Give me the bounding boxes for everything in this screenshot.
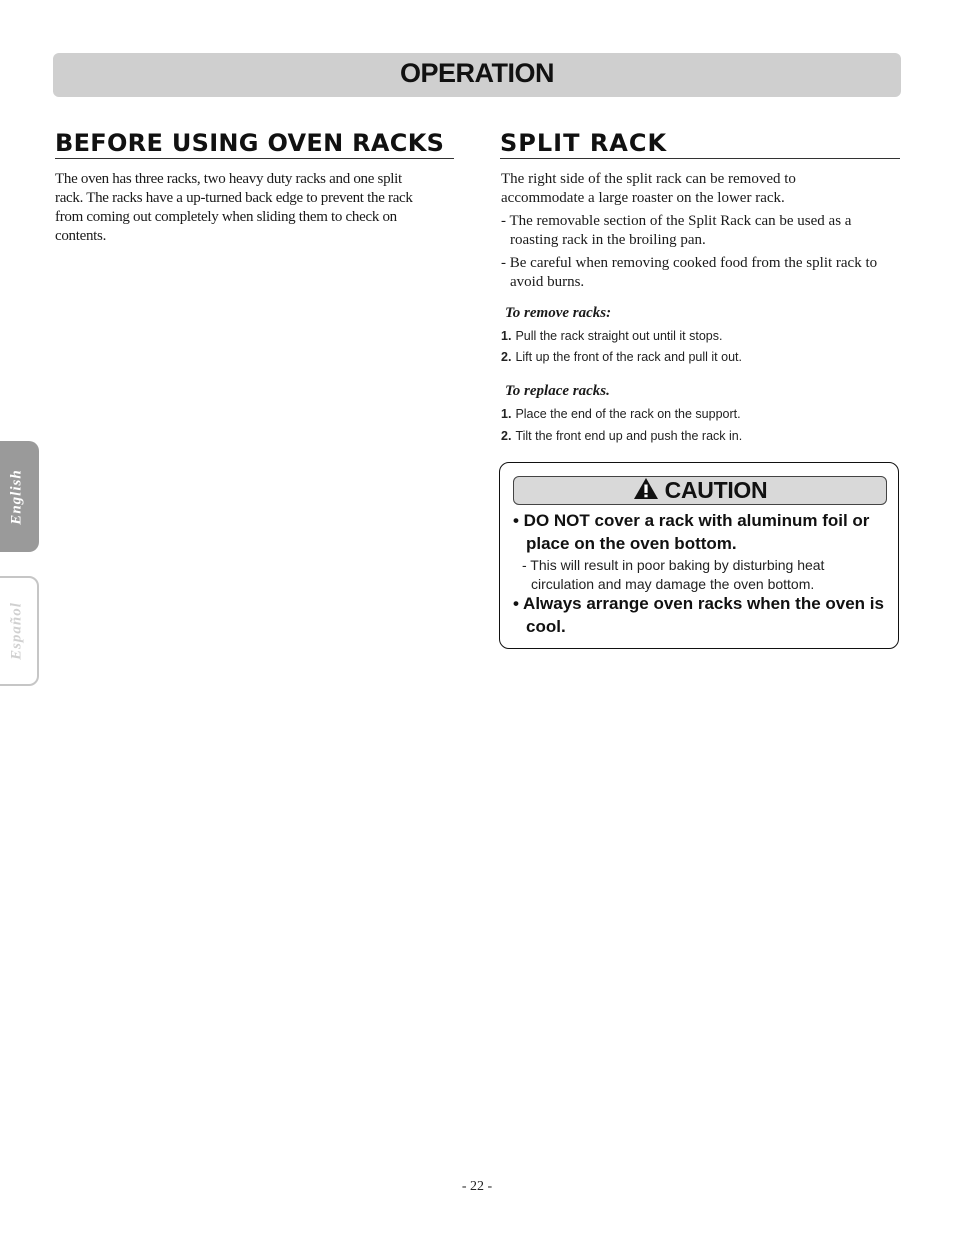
split-rack-intro-line-1: The right side of the split rack can be removed to	[501, 171, 796, 187]
caution-bullet-aluminum-foil: • DO NOT cover a rack with aluminum foil or place on the oven bottom.	[513, 511, 870, 553]
tab-english[interactable]	[0, 441, 39, 552]
page-number: - 22 -	[461, 1179, 493, 1194]
left-body-line-3: from coming out completely when sliding them to check on	[55, 209, 397, 225]
caution-box	[499, 462, 899, 649]
replace-step-1	[501, 407, 741, 421]
replace-step-2	[501, 429, 742, 443]
step-number: 1.	[501, 329, 512, 343]
split-rack-note-burns: - Be careful when removing cooked food from the split rack to avoid burns.	[501, 255, 878, 290]
header-bar	[53, 53, 901, 97]
left-heading-rule	[55, 158, 454, 159]
step-text: Pull the rack straight out until it stops.	[515, 329, 723, 343]
before-using-oven-racks-heading: BEFORE USING OVEN RACKS	[55, 129, 445, 157]
remove-step-2	[501, 350, 742, 364]
step-number: 1.	[501, 407, 512, 421]
caution-banner	[513, 476, 887, 505]
tab-english-label: English	[8, 468, 24, 525]
step-text: Place the end of the rack on the support.	[515, 407, 741, 421]
page-title: OPERATION	[399, 58, 554, 88]
caution-note-poor-baking: - This will result in poor baking by disturbing heat circulation and may damage the oven bottom.	[522, 557, 825, 592]
step-number: 2.	[501, 429, 512, 443]
warning-triangle-icon	[633, 477, 659, 505]
step-text: Lift up the front of the rack and pull it out.	[515, 350, 742, 364]
left-body-line-1: The oven has three racks, two heavy duty racks and one split	[55, 171, 402, 187]
to-remove-racks-heading: To remove racks:	[505, 305, 612, 321]
split-rack-heading: SPLIT RACK	[500, 129, 668, 157]
split-rack-note-roasting: - The removable section of the Split Rack can be used as a roasting rack in the broiling pan.	[501, 213, 852, 248]
step-number: 2.	[501, 350, 512, 364]
tab-espanol-label: Español	[8, 602, 24, 660]
remove-step-1	[501, 329, 722, 343]
split-rack-intro-line-2: accommodate a large roaster on the lower rack.	[501, 190, 785, 206]
left-body-line-2: rack. The racks have a up-turned back edge to prevent the rack	[55, 190, 413, 206]
tab-espanol[interactable]	[0, 576, 39, 686]
caution-label: CAUTION	[664, 477, 768, 503]
to-replace-racks-heading: To replace racks.	[505, 383, 610, 399]
left-body-line-4: contents.	[55, 228, 107, 244]
caution-bullet-oven-cool: • Always arrange oven racks when the oven is cool.	[513, 594, 884, 636]
step-text: Tilt the front end up and push the rack in.	[515, 429, 743, 443]
right-heading-rule	[500, 158, 900, 159]
